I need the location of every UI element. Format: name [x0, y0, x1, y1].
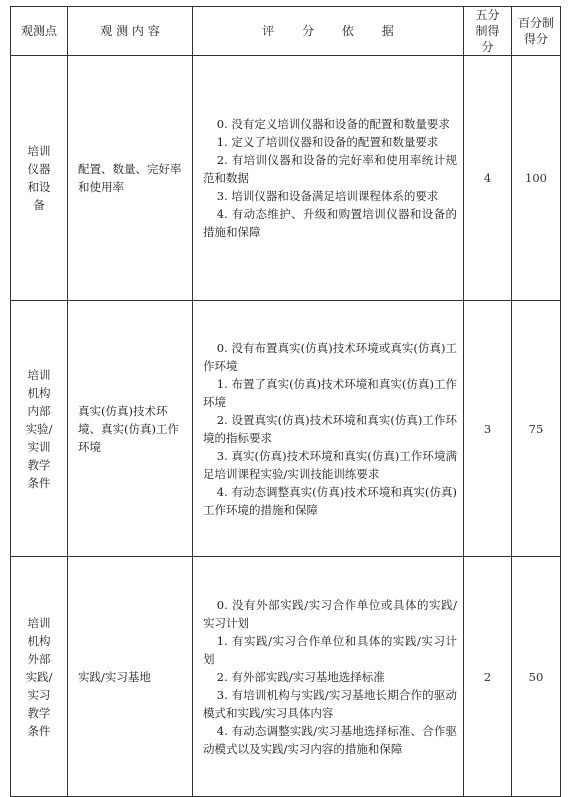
header-scoring-basis: 评 分 依 据: [193, 7, 464, 56]
criterion-item: 4. 有动态调整真实(仿真)技术环境和真实(仿真)工作环境的措施和保障: [203, 484, 457, 517]
observation-content-cell: 实践/实习基地: [68, 557, 193, 797]
criterion-item: 2. 有培训仪器和设备的完好率和使用率统计规范和数据: [203, 153, 457, 185]
criterion-item: 0. 没有定义培训仪器和设备的配置和数量要求: [216, 117, 450, 131]
five-point-score: 4: [464, 56, 512, 301]
table-row: [11, 301, 561, 557]
observation-point-cell: 培训仪器和设备: [11, 56, 68, 301]
table-row: [11, 56, 561, 301]
criterion-item: 3. 培训仪器和设备满足培训课程体系的要求: [216, 189, 439, 203]
hundred-point-score: 50: [512, 557, 561, 797]
hundred-point-score: 75: [512, 301, 561, 557]
observation-content-cell: 配置、数量、完好率和使用率: [68, 56, 193, 301]
header-five-point-score: 五分制得分: [464, 7, 512, 56]
header-row: [11, 7, 561, 56]
criterion-item: 4. 有动态调整实践/实习基地选择标准、合作驱动模式以及实践/实习内容的措施和保障: [203, 723, 457, 756]
scoring-basis-cell: [193, 557, 464, 797]
criterion-item: 3. 真实(仿真)技术环境和真实(仿真)工作环境满足培训课程实验/实训技能训练要求: [203, 448, 457, 481]
five-point-score: 2: [464, 557, 512, 797]
criterion-item: 1. 布置了真实(仿真)技术环境和真实(仿真)工作环境: [203, 376, 457, 409]
observation-point-cell: 培训机构外部实践/实习教学条件: [11, 557, 68, 797]
criterion-item: 3. 有培训机构与实践/实习基地长期合作的驱动模式和实践/实习具体内容: [203, 687, 457, 720]
scoring-basis-cell: [193, 56, 464, 301]
criterion-item: 4. 有动态维护、升级和购置培训仪器和设备的措施和保障: [203, 207, 457, 239]
evaluation-table: [10, 6, 561, 797]
header-observation-content: 观 测 内 容: [68, 7, 193, 56]
five-point-score: 3: [464, 301, 512, 557]
scoring-basis-cell: [193, 301, 464, 557]
criterion-item: 1. 有实践/实习合作单位和具体的实践/实习计划: [203, 633, 457, 666]
header-hundred-point-score: 百分制得分: [512, 7, 561, 56]
observation-content-cell: 真实(仿真)技术环境、真实(仿真)工作环境: [68, 301, 193, 557]
criterion-item: 0. 没有布置真实(仿真)技术环境或真实(仿真)工作环境: [203, 340, 457, 373]
hundred-point-score: 100: [512, 56, 561, 301]
criterion-item: 2. 设置真实(仿真)技术环境和真实(仿真)工作环境的指标要求: [203, 412, 457, 445]
criterion-item: 2. 有外部实践/实习基地选择标准: [216, 669, 385, 684]
table-row: [11, 557, 561, 797]
observation-point-cell: 培训机构内部实验/实训教学条件: [11, 301, 68, 557]
criterion-item: 1. 定义了培训仪器和设备的配置和数量要求: [216, 135, 439, 149]
criterion-item: 0. 没有外部实践/实习合作单位或具体的实践/实习计划: [203, 597, 457, 630]
header-observation-point: 观测点: [11, 7, 68, 56]
